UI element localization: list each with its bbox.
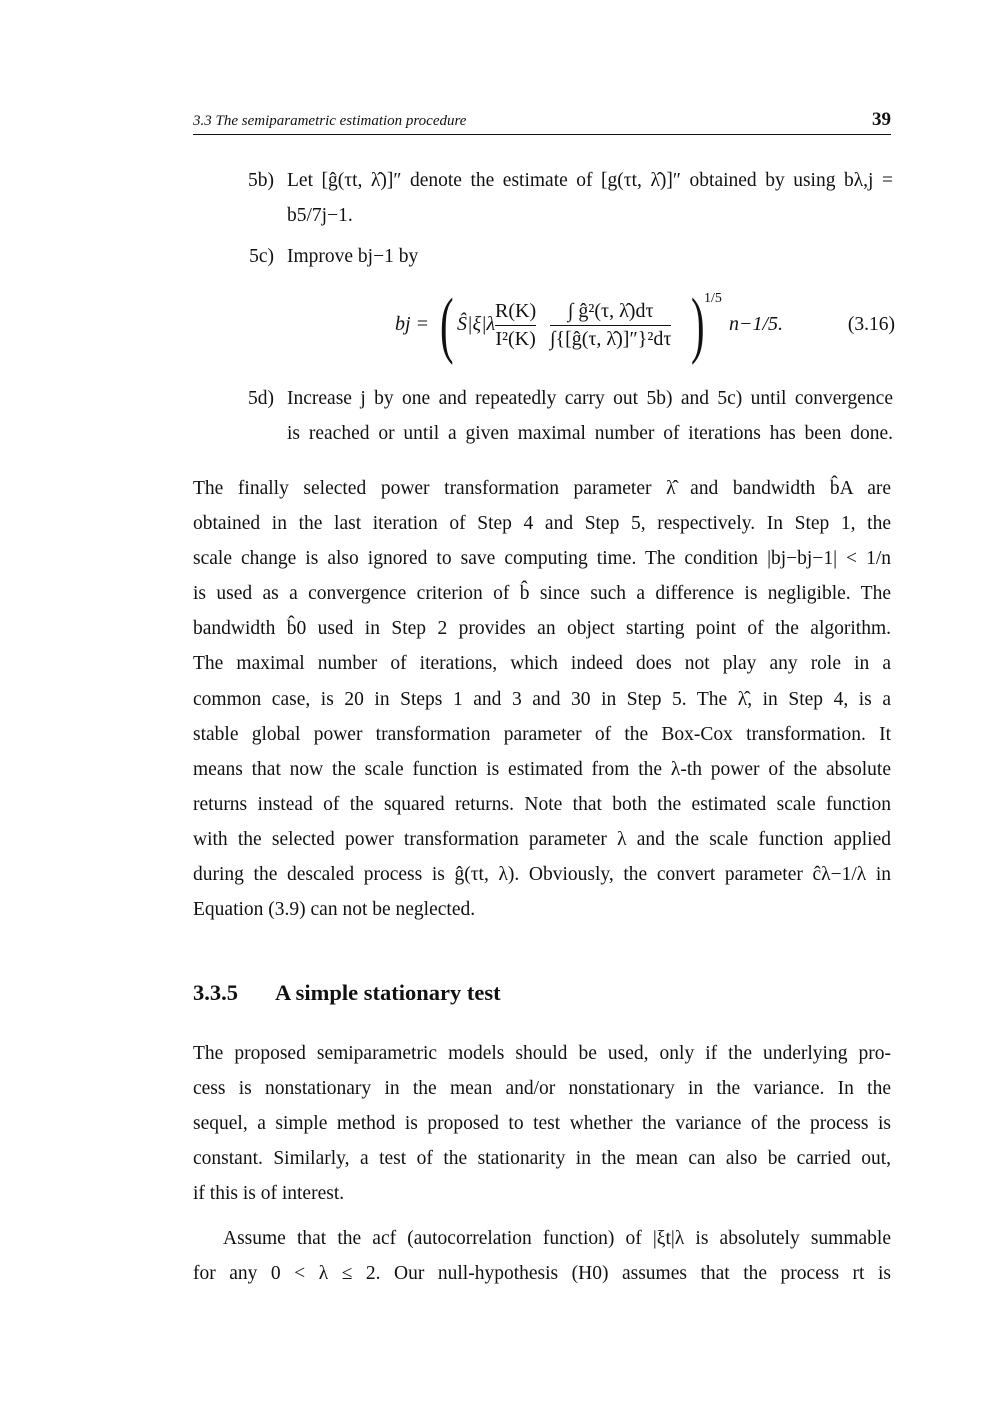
section-title: A simple stationary test <box>275 980 501 1005</box>
page-number: 39 <box>872 109 891 130</box>
fraction-numerator: ∫ ĝ²(τ, λ̂)dτ <box>550 300 671 326</box>
text-line: The proposed semiparametric models should be used, only if the underlying pro- <box>193 1043 891 1064</box>
text-line: Assume that the acf (autocorrelation function) of |ξt|λ is absolutely summable <box>223 1228 891 1249</box>
fraction-kernel <box>495 300 536 351</box>
paragraph-3 <box>193 1221 891 1291</box>
step-label: 5c) <box>249 246 274 267</box>
text-line: obtained in the last iteration of Step 4 and Step 5, respectively. In Step 1, the <box>193 513 891 535</box>
fraction-denominator: ∫{[ĝ(τ, λ̂)]″}²dτ <box>550 328 672 350</box>
left-paren: ( <box>440 284 454 366</box>
step-body <box>287 239 893 274</box>
text-line: bandwidth b̂0 used in Step 2 provides an object starting point of the algorithm. <box>193 618 891 640</box>
step-body <box>287 381 893 451</box>
equation-number: (3.16) <box>847 314 895 335</box>
text-line: if this is of interest. <box>193 1183 345 1205</box>
paragraph-2 <box>193 1036 891 1211</box>
running-head-title: 3.3 The semiparametric estimation procedure <box>193 113 467 129</box>
step-5d-line-2: is reached or until a given maximal number of iterations has been done. <box>287 423 893 444</box>
step-5b-line-2: b5/7j−1. <box>287 205 353 226</box>
text-line: for any 0 < λ ≤ 2. Our null-hypothesis (H0) assumes that the process rt is <box>193 1263 891 1285</box>
paragraph-1 <box>193 471 891 927</box>
text-line: means that now the scale function is estimated from the λ-th power of the absolute <box>193 758 891 780</box>
text-line: Equation (3.9) can not be neglected. <box>193 899 476 921</box>
text-line: cess is nonstationary in the mean and/or nonstationary in the variance. In the <box>193 1078 891 1100</box>
equation-3-16 <box>395 286 895 366</box>
running-head <box>193 108 891 135</box>
text-line: The finally selected power transformation parameter λ̂ and bandwidth b̂A are <box>193 478 891 499</box>
text-line: common case, is 20 in Steps 1 and 3 and 30 in Step 5. The λ̂, in Step 4, is a <box>193 688 891 710</box>
text-line: with the selected power transformation parameter λ and the scale function applied <box>193 828 891 850</box>
equation-tail: n−1/5. <box>729 313 784 335</box>
right-paren: ) <box>691 284 705 366</box>
section-number: 3.3.5 <box>193 980 238 1005</box>
text-line: constant. Similarly, a test of the stationarity in the mean can also be carried out, <box>193 1148 891 1170</box>
step-5d-line-1: Increase j by one and repeatedly carry out 5b) and 5c) until convergence <box>287 388 893 409</box>
step-label: 5b) <box>248 170 274 191</box>
fraction-denominator: I²(K) <box>495 328 536 350</box>
step-5b-line-1: Let [ĝ(τt, λ̂)]″ denote the estimate of [g(τt, λ̂)]″ obtained by using bλ,j = <box>287 170 893 191</box>
text-line: stable global power transformation parameter of the Box-Cox transformation. It <box>193 723 891 745</box>
text-line: is used as a convergence criterion of b̂ since such a difference is negligible. The <box>193 583 891 605</box>
equation-factor: Ŝ|ξ|λ <box>457 313 496 335</box>
step-5c-line-1: Improve bj−1 by <box>287 246 419 267</box>
text-line: The maximal number of iterations, which indeed does not play any role in a <box>193 653 891 675</box>
fraction-functional <box>550 300 671 351</box>
step-label: 5d) <box>248 388 274 409</box>
section-heading <box>193 980 501 1006</box>
text-line: sequel, a simple method is proposed to test whether the variance of the process is <box>193 1113 891 1135</box>
equation-exponent: 1/5 <box>704 291 722 306</box>
step-body <box>287 163 893 233</box>
text-line: scale change is also ignored to save computing time. The condition |bj−bj−1| < 1/n <box>193 548 891 570</box>
fraction-numerator: R(K) <box>495 300 536 326</box>
text-line: during the descaled process is ĝ(τt, λ). Obviously, the convert parameter ĉλ−1/λ in <box>193 864 891 886</box>
equation-lhs: bj = <box>395 313 430 335</box>
text-line: returns instead of the squared returns. Note that both the estimated scale function <box>193 793 891 815</box>
